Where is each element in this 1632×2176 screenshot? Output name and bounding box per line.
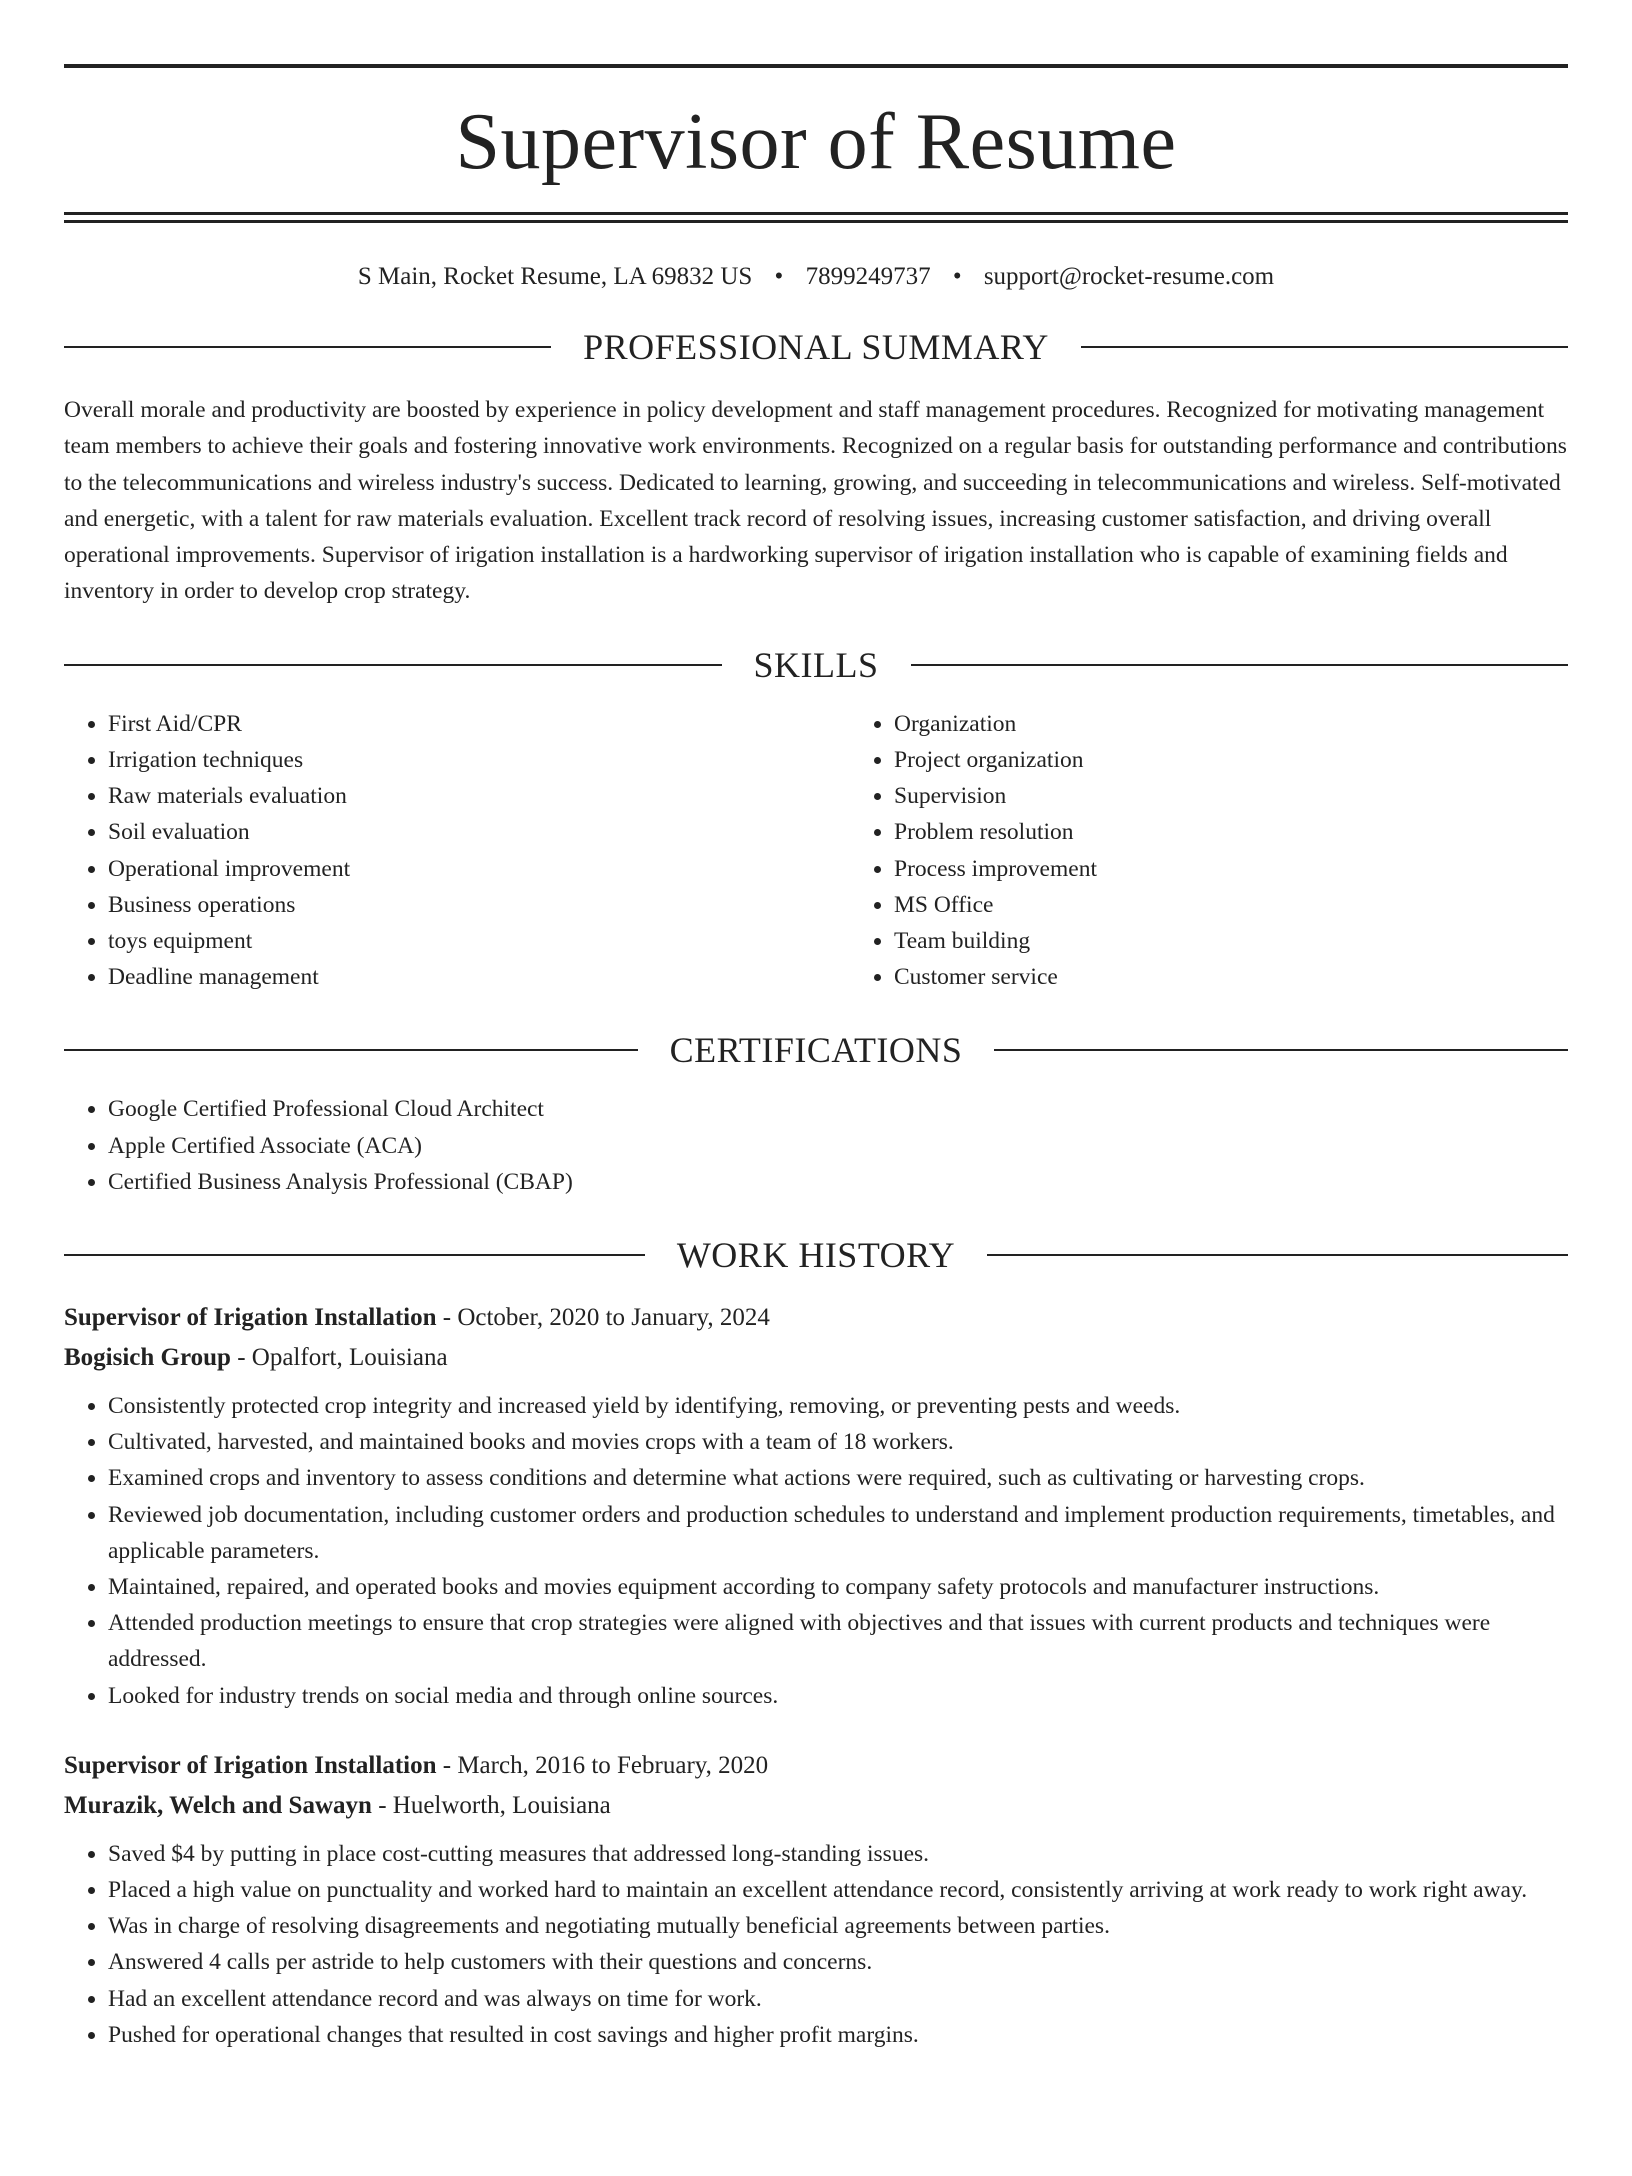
job-title-line	[64, 1298, 1568, 1338]
summary-heading: PROFESSIONAL SUMMARY	[583, 327, 1049, 367]
skill-item: • Problem resolution	[894, 814, 1097, 850]
resume-title: Supervisor of Resume	[455, 98, 1177, 186]
job-location: - Huelworth, Louisiana	[371, 1791, 611, 1819]
section-rule	[64, 1049, 638, 1051]
skill-item: • Deadline management	[108, 959, 850, 995]
skill-item: • Team building	[894, 923, 1097, 959]
section-rule	[994, 1049, 1568, 1051]
summary-text: Overall morale and productivity are boosted by experience in policy development and staff management procedures. Recognized for motivating management team members to achieve their goals and fostering innovative work environments. Recognized on a regular basis for outstanding performance and contributions to the telecommunications and wireless industry's success. Dedicated to learning, growing, and succeeding in telecommunications and wireless. Self-motivated and energetic, with a talent for raw materials evaluation. Excellent track record of resolving issues, increasing customer satisfaction, and driving overall operational improvements. Supervisor of irigation installation is a hardworking supervisor of irigation installation who is capable of examining fields and inventory in order to develop crop strategy.	[64, 397, 1567, 605]
job-company-line	[64, 1786, 1568, 1826]
skills-section-header	[64, 636, 1568, 694]
resume-page	[0, 64, 1632, 2176]
skill-item: • Organization	[894, 706, 1097, 742]
job-bullet: • Maintained, repaired, and operated books and movies equipment according to company safety protocols and manufacturer instructions.	[108, 1569, 1568, 1605]
certification-item: • Google Certified Professional Cloud Architect	[108, 1091, 1568, 1127]
certifications-heading: CERTIFICATIONS	[669, 1030, 963, 1071]
job-bullet: • Cultivated, harvested, and maintained books and movies crops with a team of 18 workers.	[108, 1424, 1568, 1460]
skills-columns	[64, 706, 1568, 996]
certifications-list	[64, 1091, 1568, 1200]
job-bullet: • Saved $4 by putting in place cost-cutting measures that addressed long-standing issues.	[108, 1836, 1568, 1872]
skills-list-left	[64, 706, 850, 996]
skill-item: • Customer service	[894, 959, 1097, 995]
section-rule	[64, 664, 722, 666]
job-bullet: • Had an excellent attendance record and was always on time for work.	[108, 1981, 1568, 2017]
job-bullet: • Was in charge of resolving disagreements and negotiating mutually beneficial agreements between parties.	[108, 1908, 1568, 1944]
skill-item: • Irrigation techniques	[108, 742, 850, 778]
job-entry	[64, 1298, 1568, 1714]
skill-item: • First Aid/CPR	[108, 706, 850, 742]
job-bullet: • Reviewed job documentation, including customer orders and production schedules to understand and implement production requirements, timetables, and applicable parameters.	[108, 1497, 1568, 1569]
skills-list-right	[850, 706, 1097, 996]
job-bullet: • Pushed for operational changes that resulted in cost savings and higher profit margins.	[108, 2017, 1568, 2053]
job-title: Supervisor of Irigation Installation	[64, 1304, 437, 1332]
job-location: - Opalfort, Louisiana	[230, 1344, 448, 1372]
skill-item: • Supervision	[894, 778, 1097, 814]
skill-item: • toys equipment	[108, 923, 850, 959]
job-bullet-list	[64, 1388, 1568, 1714]
job-company: Murazik, Welch and Sawayn	[64, 1791, 372, 1819]
contact-line	[64, 262, 1568, 292]
summary-section-header	[64, 318, 1568, 376]
top-rule	[64, 64, 1568, 68]
section-rule	[911, 664, 1569, 666]
contact-address: S Main, Rocket Resume, LA 69832 US	[357, 263, 753, 290]
certification-item: • Certified Business Analysis Professional (CBAP)	[108, 1164, 1568, 1200]
job-bullet: • Examined crops and inventory to assess conditions and determine what actions were required, such as cultivating or harvesting crops.	[108, 1460, 1568, 1496]
section-rule	[64, 1254, 645, 1256]
job-company: Bogisich Group	[64, 1344, 231, 1372]
section-rule	[987, 1254, 1568, 1256]
job-bullet-list	[64, 1836, 1568, 2053]
certifications-section-header	[64, 1021, 1568, 1079]
job-title-line	[64, 1746, 1568, 1786]
skill-item: • Process improvement	[894, 851, 1097, 887]
job-company-line	[64, 1338, 1568, 1378]
section-rule	[64, 346, 551, 348]
skill-item: • Raw materials evaluation	[108, 778, 850, 814]
skills-heading: SKILLS	[753, 644, 879, 685]
job-bullet: • Attended production meetings to ensure that crop strategies were aligned with objectives and that issues with current products and techniques were addressed.	[108, 1605, 1568, 1677]
job-bullet: • Consistently protected crop integrity and increased yield by identifying, removing, or preventing pests and weeds.	[108, 1388, 1568, 1424]
job-entry	[64, 1746, 1568, 2053]
skill-item: • Soil evaluation	[108, 814, 850, 850]
contact-separator: •	[952, 263, 962, 290]
job-bullet: • Looked for industry trends on social media and through online sources.	[108, 1678, 1568, 1714]
double-rule	[64, 212, 1568, 223]
section-rule	[1081, 346, 1568, 348]
certification-item: • Apple Certified Associate (ACA)	[108, 1128, 1568, 1164]
contact-phone[interactable]: 7899249737	[805, 263, 931, 290]
skill-item: • Operational improvement	[108, 851, 850, 887]
job-bullet: • Placed a high value on punctuality and worked hard to maintain an excellent attendance record, consistently arriving at work ready to work right away.	[108, 1872, 1568, 1908]
skill-item: • MS Office	[894, 887, 1097, 923]
job-dates: - October, 2020 to January, 2024	[436, 1304, 770, 1332]
job-dates: - March, 2016 to February, 2020	[436, 1751, 769, 1779]
skill-item: • Business operations	[108, 887, 850, 923]
job-title: Supervisor of Irigation Installation	[64, 1751, 437, 1779]
contact-separator: •	[774, 263, 784, 290]
work-history-heading: WORK HISTORY	[676, 1235, 956, 1276]
contact-email[interactable]: support@rocket-resume.com	[983, 263, 1275, 290]
work-history-section-header	[64, 1226, 1568, 1284]
job-bullet: • Answered 4 calls per astride to help customers with their questions and concerns.	[108, 1944, 1568, 1980]
skill-item: • Project organization	[894, 742, 1097, 778]
